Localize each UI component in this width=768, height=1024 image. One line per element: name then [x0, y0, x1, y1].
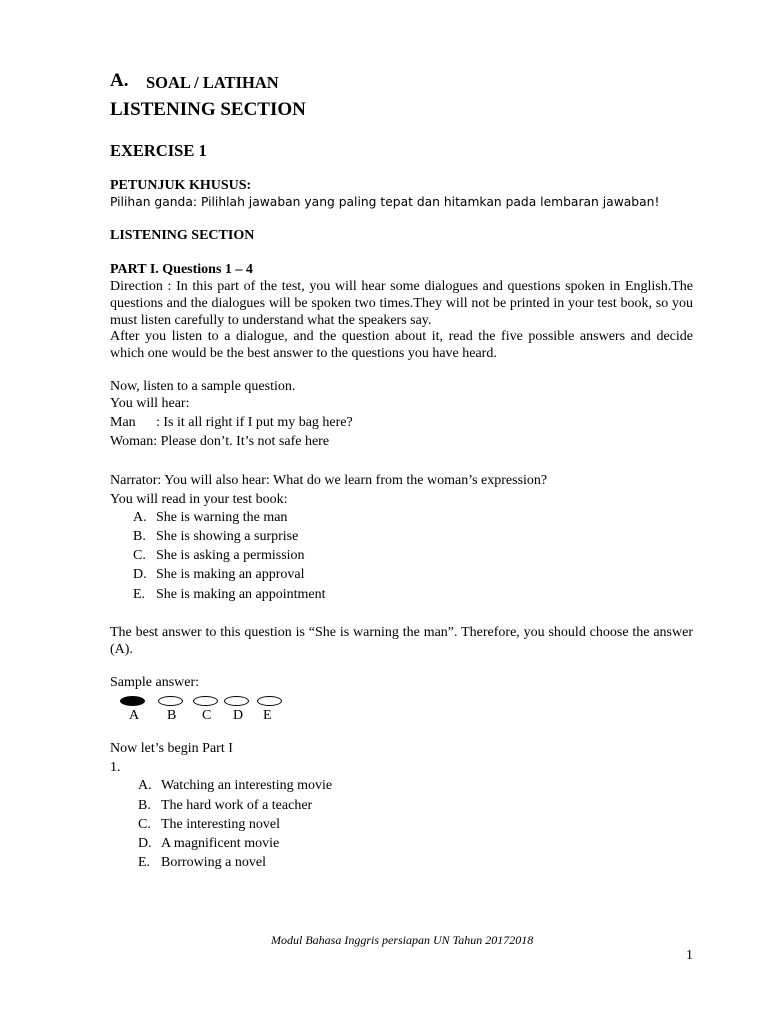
you-will-hear: You will hear:: [110, 396, 190, 411]
section-letter: A.: [110, 70, 129, 91]
answer-bubble-a: [120, 696, 145, 706]
option-text: A magnificent movie: [161, 836, 280, 851]
option-text: She is making an appointment: [156, 587, 326, 602]
option-letter: E.: [138, 855, 151, 870]
option-text: She is making an approval: [156, 567, 305, 582]
answer-bubble-e: [257, 696, 282, 706]
option-letter: B.: [138, 798, 151, 813]
option-text: She is warning the man: [156, 510, 288, 525]
sample-answer-label: Sample answer:: [110, 675, 200, 690]
man-line: : Is it all right if I put my bag here?: [156, 415, 353, 430]
page-footer: Modul Bahasa Inggris persiapan UN Tahun 20172018: [271, 933, 534, 947]
option-letter: D.: [138, 836, 152, 851]
instructions-heading: PETUNJUK KHUSUS:: [110, 178, 252, 193]
bubble-label: B: [167, 708, 177, 723]
answer-bubble-d: [224, 696, 249, 706]
sample-intro: Now, listen to a sample question.: [110, 379, 296, 394]
instructions-text: Pilihan ganda: Pilihlah jawaban yang paling tepat dan hitamkan pada lembaran jawaban!: [110, 195, 660, 209]
part1-direction: Direction : In this part of the test, you will hear some dialogues and questions spoken in English.The questions and the dialogues will be spoken two times.They will not be printed in your test book, so you must listen carefully to understand what the speakers say.: [110, 279, 693, 328]
begin-part1-text: Now let’s begin Part I: [110, 741, 233, 756]
bubble-label: A: [129, 708, 140, 723]
answer-bubble-b: [158, 696, 183, 706]
option-text: She is asking a permission: [156, 548, 305, 563]
you-will-read: You will read in your test book:: [110, 492, 288, 507]
question-number: 1.: [110, 760, 121, 775]
option-letter: A.: [138, 778, 152, 793]
option-letter: E.: [133, 587, 146, 602]
answer-bubble-c: [193, 696, 218, 706]
bubble-label: E: [263, 708, 272, 723]
option-text: Borrowing a novel: [161, 855, 266, 870]
part1-direction-2: After you listen to a dialogue, and the question about it, read the five possible answers and decide which one would be the best answer to the questions you have heard.: [110, 329, 693, 361]
option-letter: B.: [133, 529, 146, 544]
exercise-title: EXERCISE 1: [110, 141, 207, 160]
option-letter: A.: [133, 510, 147, 525]
option-text: The hard work of a teacher: [161, 798, 313, 813]
option-text: The interesting novel: [161, 817, 280, 832]
best-answer-text: The best answer to this question is “She is warning the man”. Therefore, you should choose the answer (A).: [110, 625, 693, 657]
man-label: Man: [110, 415, 136, 430]
part1-title: PART I. Questions 1 – 4: [110, 262, 253, 277]
option-text: Watching an interesting movie: [161, 778, 333, 793]
option-letter: C.: [133, 548, 146, 563]
option-letter: C.: [138, 817, 151, 832]
bubble-label: C: [202, 708, 212, 723]
listening-section-label: LISTENING SECTION: [110, 228, 255, 243]
bubble-label: D: [233, 708, 244, 723]
section-title: SOAL / LATIHAN: [146, 73, 279, 92]
page-number: 1: [686, 948, 693, 963]
listening-title: LISTENING SECTION: [110, 99, 306, 120]
narrator-line: Narrator: You will also hear: What do we learn from the woman’s expression?: [110, 473, 548, 488]
option-letter: D.: [133, 567, 147, 582]
woman-line: Woman: Please don’t. It’s not safe here: [110, 434, 330, 449]
option-text: She is showing a surprise: [156, 529, 299, 544]
